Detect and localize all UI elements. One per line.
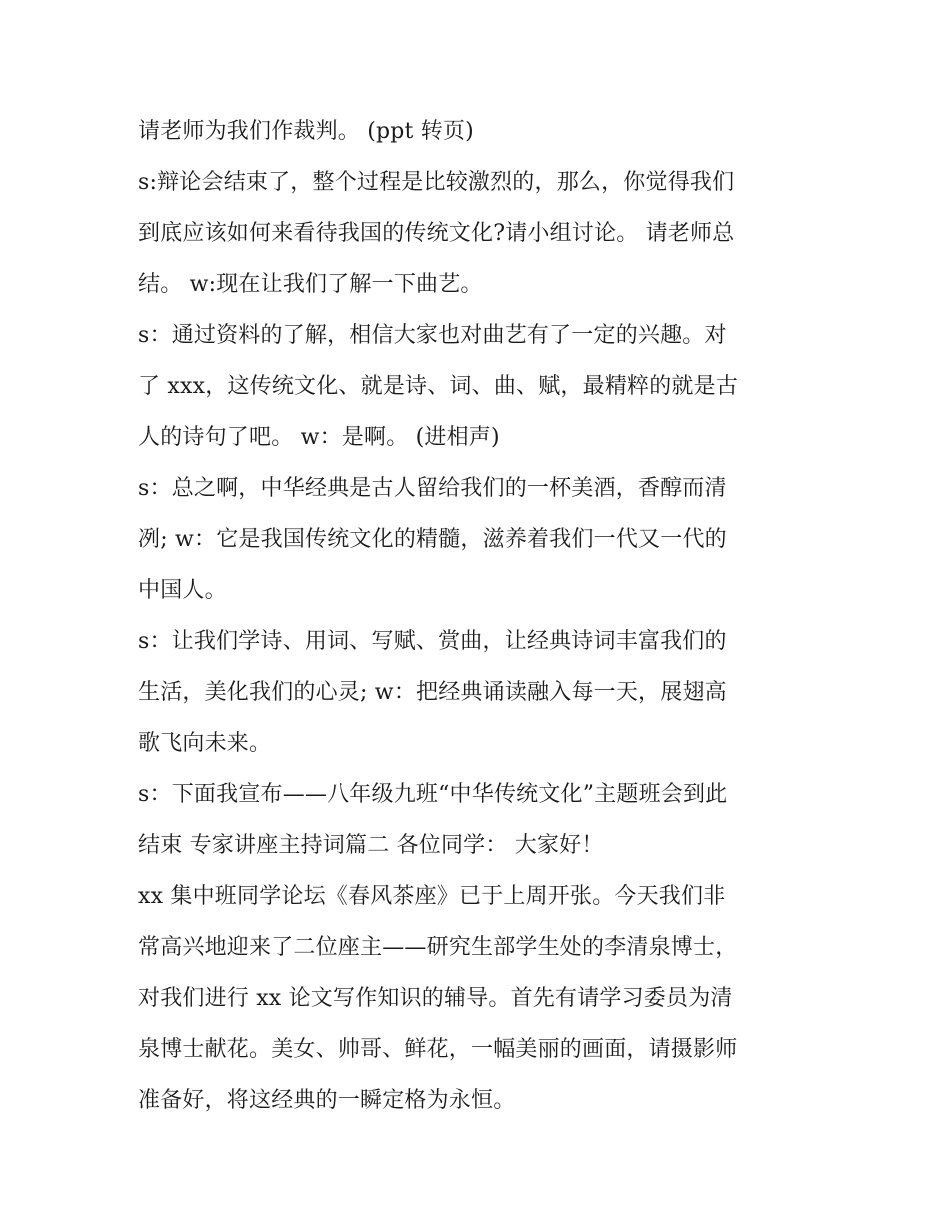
text-line: 人的诗句了吧。 w：是啊。 (进相声) xyxy=(138,425,500,450)
text-line: 了 xxx，这传统文化、就是诗、词、曲、赋，最精粹的就是古 xyxy=(138,374,739,399)
text-line: 歌飞向未来。 xyxy=(138,731,272,756)
text-line: 结。 w:现在让我们了解一下曲艺。 xyxy=(138,272,483,297)
text-line: 常高兴地迎来了二位座主——研究生部学生处的李清泉博士， xyxy=(138,935,738,960)
text-line: 请老师为我们作裁判。 (ppt 转页) xyxy=(138,119,474,144)
text-line: 生活，美化我们的心灵; w：把经典诵读融入每一天，展翅高 xyxy=(138,680,727,705)
text-line: 冽; w：它是我国传统文化的精髓，滋养着我们一代又一代的 xyxy=(138,527,727,552)
text-line: xx 集中班同学论坛《春风茶座》已于上周开张。今天我们非 xyxy=(138,884,726,909)
text-line: s：让我们学诗、用词、写赋、赏曲，让经典诗词丰富我们的 xyxy=(138,629,727,654)
text-line: s:辩论会结束了，整个过程是比较激烈的，那么，你觉得我们 xyxy=(138,170,735,195)
text-line: 准备好，将这经典的一瞬定格为永恒。 xyxy=(138,1088,516,1113)
text-line: 到底应该如何来看待我国的传统文化?请小组讨论。 请老师总 xyxy=(138,221,735,246)
text-line: 对我们进行 xx 论文写作知识的辅导。首先有请学习委员为清 xyxy=(138,986,733,1011)
text-line: s：下面我宣布——八年级九班“中华传统文化”主题班会到此 xyxy=(138,782,728,807)
document-body xyxy=(138,106,838,1126)
text-line: 泉博士献花。美女、帅哥、鲜花，一幅美丽的画面，请摄影师 xyxy=(138,1037,738,1062)
text-line: s：通过资料的了解，相信大家也对曲艺有了一定的兴趣。对 xyxy=(138,323,727,348)
text-line: s：总之啊，中华经典是古人留给我们的一杯美酒，香醇而清 xyxy=(138,476,727,501)
text-line: 结束 专家讲座主持词篇二 各位同学： 大家好！ xyxy=(138,833,604,858)
text-line: 中国人。 xyxy=(138,578,227,603)
